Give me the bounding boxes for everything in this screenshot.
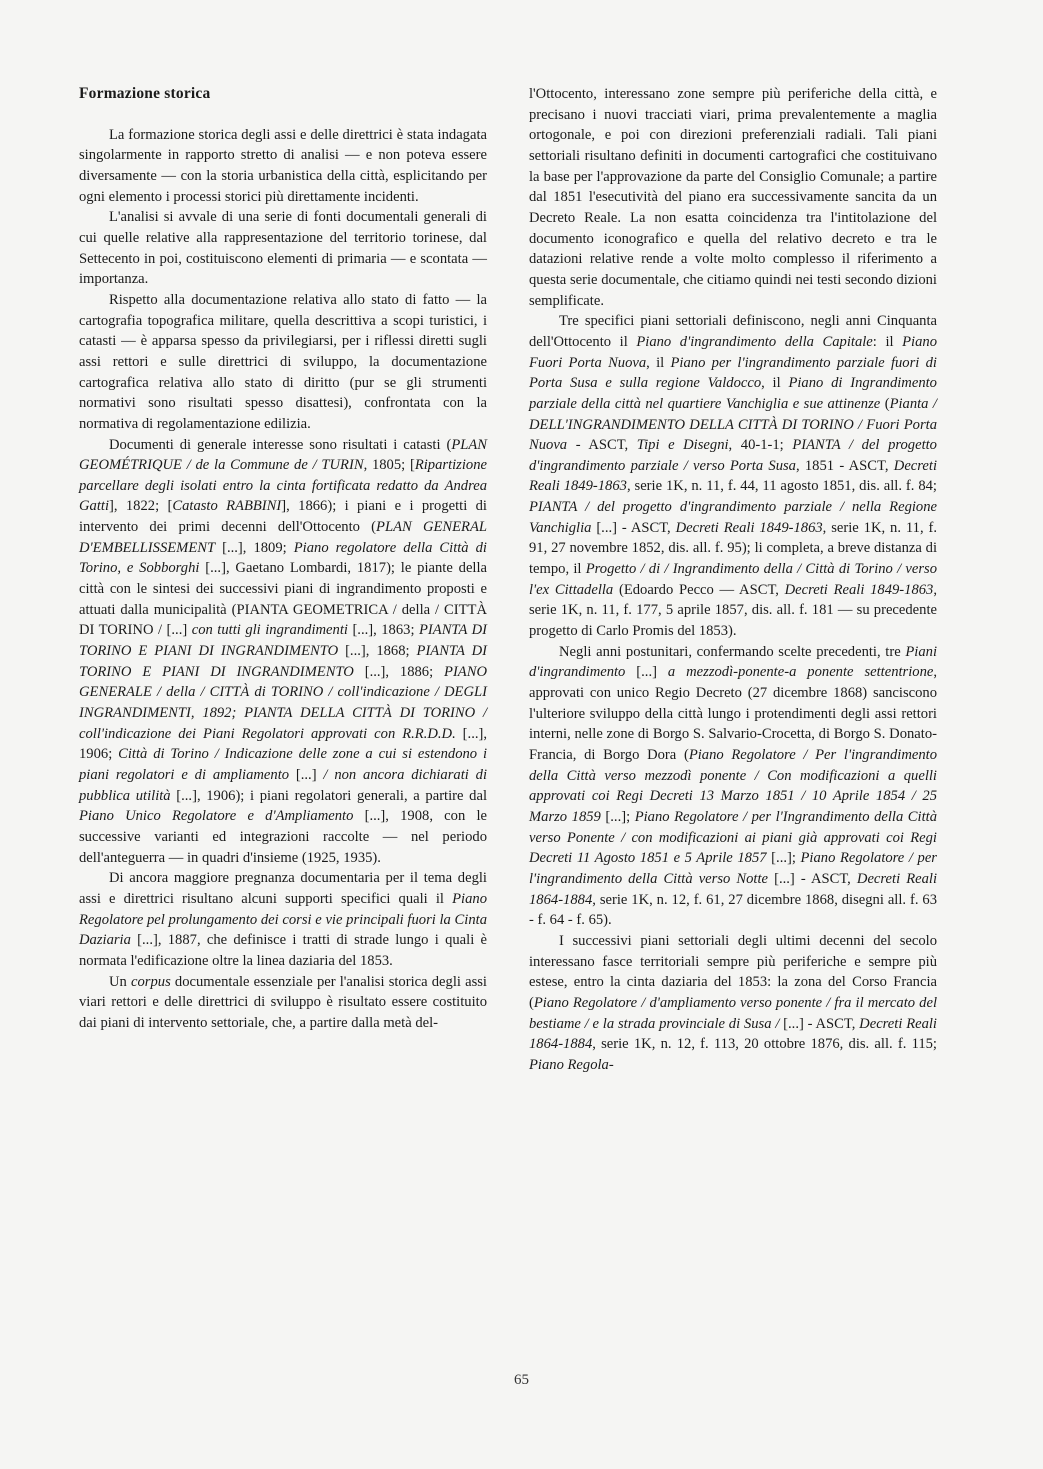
paragraph: Documenti di generale interesse sono risultati i catasti (PLAN GEOMÉTRIQUE / de la Commune de / TURIN, 1805; [Ripartizione parcellare degli isolati entro la cinta fortificata redatto da Andrea Gatti], 1822; [Catasto RABBINI], 1866); i piani e i progetti di intervento dei primi decenni dell'Ottocento (PLAN GENERAL D'EMBELLISSEMENT [...], 1809; Piano regolatore della Città di Torino, e Sobborghi [...], Gaetano Lombardi, 1817); le piante della città con le sintesi dei successivi piani di ingrandimento proposti e attuati dalla municipalità (PIANTA GEOMETRICA / della / CITTÀ DI TORINO / [...] con tutti gli ingrandimenti [...], 1863; PIANTA DI TORINO E PIANI DI INGRANDIMENTO [...], 1868; PIANTA DI TORINO E PIANI DI INGRANDIMENTO [...], 1886; PIANO GENERALE / della / CITTÀ di TORINO / coll'indicazione / DEGLI INGRANDIMENTI, 1892; PIANTA DELLA CITTÀ DI TORINO / coll'indicazione dei Piani Regolatori approvati con R.R.D.D. [...], 1906; Città di Torino / Indicazione delle zone a cui si estendono i piani regolatori e di ampliamento [...] / non ancora dichiarati di pubblica utilità [...], 1906); i piani regolatori generali, a partire dal Piano Unico Regolatore e d'Ampliamento [...], 1908, con le successive varianti ed integrazioni raccolte — nel periodo dell'anteguerra — in quadri d'insieme (1925, 1935). xyxy=(79,436,488,866)
right-column xyxy=(529,84,937,1076)
paragraph: Negli anni postunitari, confermando scelte precedenti, tre Piani d'ingrandimento [...] a mezzodì-ponente-a ponente settentrione, approvati con unico Regio Decreto (27 dicembre 1868) sanciscono l'ulteriore sviluppo della città lungo i protendimenti degli assi rettori interni, nelle zone di Borgo S. Salvario-Crocetta, di Borgo S. Donato-Francia, di Borgo Dora (Piano Regolatore / Per l'ingrandimento della Città verso mezzodì ponente / Con modificazioni a quelli approvati coi Regi Decreti 13 Marzo 1851 / 10 Aprile 1854 / 25 Marzo 1859 [...]; Piano Regolatore / per l'Ingrandimento della Città verso Ponente / con modificazioni ai piani già approvati coi Regi Decreti 11 Agosto 1851 e 5 Aprile 1857 [...]; Piano Regolatore / per l'ingrandimento della Città verso Notte [...] - ASCT, Decreti Reali 1864-1884, serie 1K, n. 12, f. 61, 27 dicembre 1868, disegni all. f. 63 - f. 64 - f. 65). xyxy=(529,643,938,929)
paragraph: Rispetto alla documentazione relativa allo stato di fatto — la cartografia topografica militare, quella descrittiva a scopi turistici, i catasti — è apparsa spesso da privilegiarsi, per i riflessi diretti sugli assi rettori e sulle direttrici di sviluppo, la documentazione cartografica relativa allo stato di diritto (pur se gli strumenti normativi sono risultati spesso disattesi), confrontata con la normativa di regolamentazione edilizia. xyxy=(79,291,487,432)
left-column xyxy=(79,84,487,1034)
section-heading: Formazione storica xyxy=(79,85,211,102)
paragraph-continued: l'Ottocento, interessano zone sempre più periferiche della città, e precisano i nuovi tracciati viari, prima prevalentemente a maglia ortogonale, e poi con direzioni preferenziali radiali. Tali piani settoriali risultano definiti in documenti cartografici che costituivano la base per l'approvazione da parte del Consiglio Comunale; a partire dal 1851 l'esecutività del piano era successivamente sancita da un Decreto Reale. La non esatta coincidenza tra l'intitolazione del documento iconografico e quella del relativo decreto e tra le datazioni relative rende a volte molto complesso il riferimento a questa serie documentale, che citiamo quindi nei testi secondo dizioni semplificate. xyxy=(529,86,937,309)
paragraph: La formazione storica degli assi e delle direttrici è stata indagata singolarmente in rapporto stretto di analisi — e non poteva essere diversamente — con la storia urbanistica della città, esplicitando per ogni elemento i processi storici più direttamente incidenti. xyxy=(79,126,487,205)
page-number: 65 xyxy=(514,1372,529,1388)
paragraph: Un corpus documentale essenziale per l'analisi storica degli assi viari rettori e delle direttrici di sviluppo è risultato essere costituito dai piani di intervento settoriale, che, a partire dalla metà del- xyxy=(79,973,487,1031)
paragraph: Tre specifici piani settoriali definiscono, negli anni Cinquanta dell'Ottocento il Piano d'ingrandimento della Capitale: il Piano Fuori Porta Nuova, il Piano per l'ingrandimento parziale fuori di Porta Susa e sulla regione Valdocco, il Piano di Ingrandimento parziale della città nel quartiere Vanchiglia e sue attinenze (Pianta / DELL'INGRANDIMENTO DELLA CITTÀ DI TORINO / Fuori Porta Nuova - ASCT, Tipi e Disegni, 40-1-1; PIANTA / del progetto d'ingrandimento parziale / verso Porta Susa, 1851 - ASCT, Decreti Reali 1849-1863, serie 1K, n. 11, f. 44, 11 agosto 1851, dis. all. f. 84; PIANTA / del progetto d'ingrandimento parziale / nella Regione Vanchiglia [...] - ASCT, Decreti Reali 1849-1863, serie 1K, n. 11, f. 91, 27 novembre 1852, dis. all. f. 95); li completa, a breve distanza di tempo, il Progetto / di / Ingrandimento della / Città di Torino / verso l'ex Cittadella (Edoardo Pecco — ASCT, Decreti Reali 1849-1863, serie 1K, n. 11, f. 177, 5 aprile 1857, dis. all. f. 181 — su precedente progetto di Carlo Promis del 1853). xyxy=(529,313,938,640)
paragraph: I successivi piani settoriali degli ultimi decenni del secolo interessano fasce territoriali sempre più periferiche e sempre più estese, entro la cinta daziaria del 1853: la zona del Corso Francia (Piano Regolatore / d'ampliamento verso ponente / fra il mercato del bestiame / e la strada provinciale di Susa / [...] - ASCT, Decreti Reali 1864-1884, serie 1K, n. 12, f. 113, 20 ottobre 1876, dis. all. f. 115; Piano Regola- xyxy=(529,932,937,1073)
paragraph: Di ancora maggiore pregnanza documentaria per il tema degli assi e direttrici risultano alcuni supporti specifici quali il Piano Regolatore pel prolungamento dei corsi e vie principali fuori la Cinta Daziaria [...], 1887, che definisce i tratti di strade lungo i quali è normata l'edificazione oltre la linea daziaria del 1853. xyxy=(79,870,487,969)
paragraph: L'analisi si avvale di una serie di fonti documentali generali di cui quelle relative alla rappresentazione del territorio torinese, dal Settecento in poi, costituiscono elementi di primaria — e scontata — importanza. xyxy=(79,209,487,288)
